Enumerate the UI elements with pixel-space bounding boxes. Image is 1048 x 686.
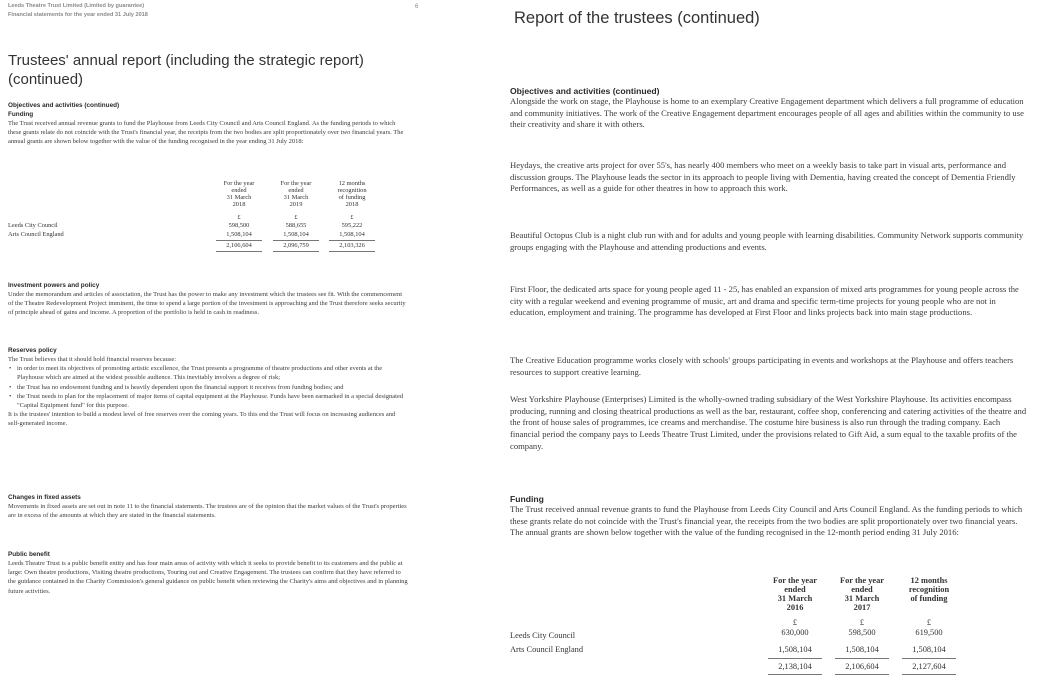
currency-symbol: £ [792,618,798,627]
public-benefit-paragraph: Leeds Theatre Trust is a public benefit entity and has four main areas of activity with which it seeks to provide benefit to its customers and the public at large: Own theatre productions, Visiting theatre productions, Touring out and Creative Engagement. The trustees can confirm that they have referred to the guidance contained in the Charity Commission's general guidance on public benefit when reviewing the Charity's aims and objectives and in planning future activities. [8,560,408,595]
rule [835,674,889,675]
header-line-2: Financial statements for the year ended 31 July 2018 [8,12,148,18]
section-heading: Objectives and activities (continued) [8,102,120,109]
page-title: Report of the trustees (continued) [514,9,760,27]
rule [273,240,319,241]
reserves-intro: The Trust believes that it should hold financial reserves because: [8,356,177,363]
funding-table [510,576,1030,681]
paragraph: The Creative Education programme works closely with schools' groups participating in events and workshops at the Playhouse and offers teachers resources to support creative learning. [510,355,1014,377]
column-header: 12 months recognition of funding 2018 [337,180,367,208]
currency-symbol: £ [350,214,354,221]
subsection-heading: Funding [8,111,34,118]
total-cell: 2,138,104 [778,662,812,671]
section-heading: Public benefit [8,551,50,558]
fixed-assets-paragraph: Movements in fixed assets are set out in note 11 to the financial statements. The trustees are of the opinion that the market values of the Trust's properties are in excess of the amounts at which they are stated in the financial statements. [8,503,407,520]
currency-symbol: £ [294,214,298,221]
page-title: Trustees' annual report (including the strategic report) (continued) [8,52,364,88]
paragraph: First Floor, the dedicated arts space for young people aged 11 - 25, has enabled an expansion of mixed arts programmes for young people across the city with a regular weekend and evening programme of music, art and drama and specific term-time projects for young people who are not in education, employment and training. The programme has developed at First Floor and links projects back into main stage productions. [510,284,1019,318]
table-cell: 598,500 [228,222,250,229]
investment-section [8,281,408,318]
row-label: Leeds City Council [510,631,576,640]
rule [216,240,262,241]
table-cell: 1,508,104 [845,645,879,654]
bullet-item: • in order to meet its objectives of promoting artistic excellence, the Trust presents a programme of theatre productions and other events at the Playhouse which are aimed at the widest possible audience. This inevitably involves a degree of risk; [8,364,408,382]
funding-section [8,101,408,147]
column-header: For the year ended 31 March 2018 [223,180,255,208]
objectives-section [510,86,1030,131]
paragraph: West Yorkshire Playhouse (Enterprises) Limited is the wholly-owned trading subsidiary of the West Yorkshire Playhouse. Its activities encompass producing, running and closing theatrical productions as well as the bar, restaurant, coffee shop, conferencing and catering activities of the theatre and the front of house sales of programmes, ice creams and merchandise. The costume hire business is also run through the trading company. Each financial period the company pays to Leeds Theatre Trust Limited, under the provisions related to Gift Aid, a sum equal to the taxable profits of the company. [510,394,1027,451]
section-heading: Reserves policy [8,347,57,354]
paragraph-block [510,355,1030,378]
paragraph: Beautiful Octopus Club is a night club run with and for adults and young people with learning disabilities. Community Network supports community groups engaging with the Playhouse and attending productions and events. [510,230,1024,252]
page-number: 6 [415,4,419,10]
rule [768,674,822,675]
left-page [0,0,430,686]
currency-symbol: £ [237,214,241,221]
currency-symbol: £ [926,618,932,627]
row-label: Arts Council England [8,231,64,238]
row-label: Arts Council England [510,645,584,654]
section-heading: Changes in fixed assets [8,494,81,501]
fixed-assets-section [8,493,408,520]
paragraph-block [510,160,1030,195]
rule [329,251,375,252]
rule [273,251,319,252]
public-benefit-section [8,550,408,596]
table-cell: 595,222 [341,222,363,229]
table-cell: 598,500 [848,628,876,637]
table-cell: 630,000 [781,628,809,637]
paragraph-block [510,230,1030,253]
funding-paragraph: The Trust received annual revenue grants to fund the Playhouse from Leeds City Council and Arts Council England. As the funding periods to which these grants relate do not coincide with the Trust's financial year, the receipts from the two bodies are split proportionately over two financial years. The annual grants are shown below together with the value of the funding recognised in the 12-month period ending 31 July 2016: [510,504,1023,538]
rule [329,240,375,241]
rule [902,674,956,675]
rule [216,251,262,252]
section-heading: Investment powers and policy [8,282,100,289]
currency-symbol: £ [859,618,865,627]
column-header: 12 months recognition of funding [908,576,950,603]
paragraph-block [510,394,1030,453]
row-label: Leeds City Council [8,222,58,229]
funding-section [510,494,1030,539]
reserves-section [8,346,408,429]
bullet-item: • the Trust needs to plan for the replacement of major items of capital equipment at the Playhouse. Funds have been earmarked in a special designated "Capital Equipment fund" for this purpose. [8,392,408,410]
funding-table [8,180,408,270]
section-heading: Objectives and activities (continued) [510,86,660,96]
rule [902,658,956,659]
table-cell: 1,508,104 [283,231,309,238]
paragraph-block [510,284,1030,319]
total-cell: 2,106,604 [226,242,252,249]
paragraph: Heydays, the creative arts project for over 55's, has nearly 400 members who meet on a weekly basis to take part in visual arts, performance and discussion groups. The Playhouse leads the sector in its approach to people living with Dementia, having created the concept of Dementia Friendly Performances, as well as a guide for other theatres in how to approach this work. [510,160,1016,194]
right-page [500,0,1048,686]
total-cell: 2,127,604 [912,662,946,671]
total-cell: 2,096,759 [283,242,309,249]
reserves-closing: It is the trustees' intention to build a modest level of free reserves over the coming years. To this end the Trust will focus on increasing audiences and self-generated income. [8,411,396,428]
table-cell: 619,500 [915,628,943,637]
total-cell: 2,106,604 [845,662,879,671]
subsection-heading: Funding [510,494,544,504]
paragraph: Alongside the work on stage, the Playhouse is home to an exemplary Creative Engagement department which delivers a full programme of education and community initiatives. The work of the Creative Engagement department encourages people of all ages and abilities within the community to use their creativity and share it with others. [510,96,1024,130]
column-header: For the year ended 31 March 2016 [772,576,818,612]
header-line-1: Leeds Theatre Trust Limited (Limited by guarantee) [8,3,145,9]
table-cell: 1,508,104 [778,645,812,654]
total-cell: 2,103,326 [339,242,365,249]
funding-paragraph: The Trust received annual revenue grants to fund the Playhouse from Leeds City Council and Arts Council England. As the funding periods to which these grants relate do not coincide with the Trust's financial year, the receipts from the two bodies are split proportionately over two financial years. The annual grants are shown below together with the value of the funding recognised in the year ending 31 July 2018: [8,120,404,146]
column-header: For the year ended 31 March 2019 [280,180,312,208]
table-cell: 1,508,104 [226,231,252,238]
rule [768,658,822,659]
table-cell: 588,655 [285,222,307,229]
table-cell: 1,508,104 [912,645,946,654]
table-cell: 1,508,104 [339,231,365,238]
rule [835,658,889,659]
investment-paragraph: Under the memorandum and articles of association, the Trust has the power to make any investment which the trustees see fit. With the commencement of the Theatre Redevelopment Project imminent, the time to spend a large portion of the investment is approaching and the Trust therefore seeks security of principle ahead of gains and income. A proportion of the portfolio is held in cash in readiness. [8,291,406,317]
bullet-item: • the Trust has no endowment funding and is heavily dependent upon the financial support it receives from funding bodies; and [8,383,408,392]
column-header: For the year ended 31 March 2017 [839,576,885,612]
